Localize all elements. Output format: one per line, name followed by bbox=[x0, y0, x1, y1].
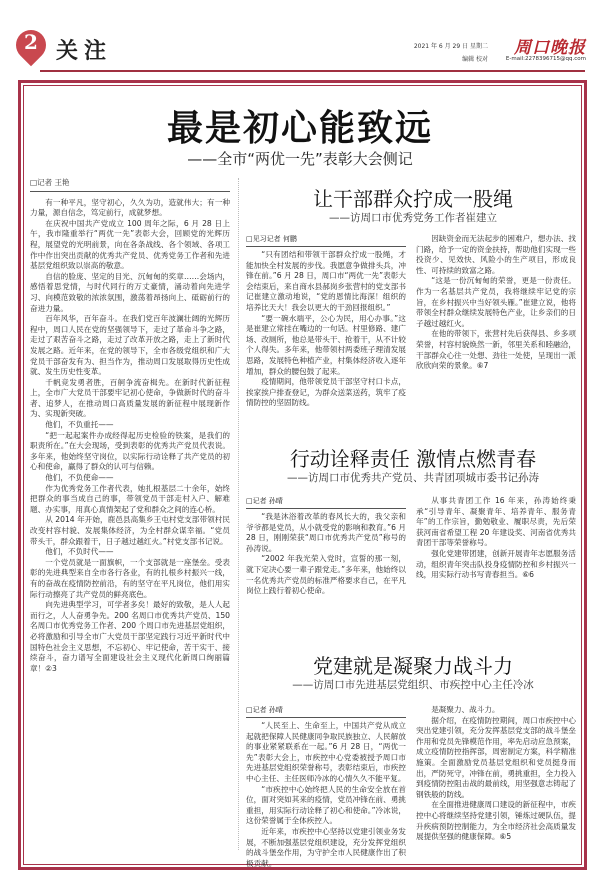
paragraph: “这是一份沉甸甸的荣誉，更是一份责任。作为一名基层共产党员，我将继续牢记党的宗旨，在乡村振兴中当好领头雁。”崔建立说，他将带领全村群众继续发展特色产业，让乡亲们的日子越过越红火。 bbox=[416, 276, 576, 328]
paragraph: 他们，不负重托—— bbox=[45, 420, 114, 430]
paragraph: “只有团结和带领干部群众拧成一股绳，才能加快全村发展的步伐。我愿意争做排头兵，冲锋在前。”6 月 28 日，周口市“两优一先”表彰大会结束后，来自商水县郝岗乡张营村的党支部书记崔建立激动地说，“党的恩情比海深！组织的培养比天大！我会以更大的干劲回报组织。” bbox=[246, 250, 406, 312]
paragraph: “市疾控中心始终把人民的生命安全放在首位，面对突如其来的疫情，党员冲锋在前、勇挑重担，用实际行动诠释了初心和使命。”冷冰说，这份荣誉属于全体疾控人。 bbox=[246, 784, 406, 826]
paragraph: “我是沐浴着改革的春风长大的，我父亲和爷爷都是党员，从小就受党的影响和教育。”6 月 28 日，刚刚荣获“周口市优秀共产党员”称号的孙涛说。 bbox=[246, 512, 406, 553]
paragraph: 有一种平凡，坚守初心，久久为功，造就伟大；有一种力量，源自信念，笃定前行，成就梦想。 bbox=[30, 197, 230, 218]
paragraph: 从事共青团工作 16 年来，孙涛始终秉承“引导青年、凝聚青年、培养青年、服务青年”的工作宗旨，勤勉敬业、履职尽责，先后荣获河南省希望工程 20 年建设奖、河南省优秀共青团干部等荣誉称号。 bbox=[416, 496, 576, 548]
paragraph: 从 2014 年开始，鹿邑县高集乡王屯村党支部带领村民改变村容村貌、发展集体经济，为全村群众谋幸福。“党员带头干，群众跟着干，日子越过越红火。”村党支部书记说。 bbox=[30, 515, 230, 546]
paragraph: 强化党建带团建，创新开展青年志愿服务活动，组织青年突击队投身疫情防控和乡村振兴一线，用实际行动书写青春担当。⑥6 bbox=[416, 548, 576, 580]
paragraph: 在庆祝中国共产党成立 100 周年之际，6 月 28 日上午，我市隆重举行“两优一先”表彰大会，回顾党的光辉历程，展望党的光明前景，向在各条战线、各个领域、各项工作中作出突出贡献的优秀共产党员、优秀党务工作者和先进基层党组织致以崇高的敬意。 bbox=[30, 218, 230, 271]
lead-article bbox=[30, 178, 230, 845]
dateline bbox=[414, 40, 488, 66]
paragraph: 近年来，市疾控中心坚持以党建引领业务发展，不断加强基层党组织建设，充分发挥党组织的战斗堡垒作用，为守护全市人民健康作出了积极贡献。 bbox=[246, 826, 406, 868]
paragraph: “把一起起案件办成经得起历史检验的铁案，是我们的职责所在。”在大会现场，受到表彰的优秀共产党员代表说。多年来，他始终坚守岗位，以实际行动诠释了共产党员的初心和使命，赢得了群众的认可与信赖。 bbox=[30, 430, 230, 472]
paragraph: 因缺资金而无法起步的困难户，想办法、找门路，给予一定的资金扶持，帮助他们实现一些投资少、见效快、风险小的生产项目，形成良性、可持续的致富之路。 bbox=[416, 234, 576, 275]
paragraph: 在全面推进健康周口建设的新征程中，市疾控中心将继续坚持党建引领，锤炼过硬队伍，提升疾病预防控制能力，为全市经济社会高质量发展提供坚强的健康保障。⑥5 bbox=[416, 800, 576, 842]
article1-subtitle: ——访周口市优秀党务工作者崔建立 bbox=[329, 212, 497, 224]
article1-col2 bbox=[416, 234, 576, 425]
article2-byline: □记者 孙晴 bbox=[246, 496, 406, 509]
main-subtitle: ——全市“两优一先”表彰大会侧记 bbox=[187, 150, 413, 168]
paragraph: 千帆竞发勇者胜，百舸争流奋楫先。在新时代新征程上，全市广大党员干部要牢记初心使命，争做新时代的奋斗者、追梦人，在推动周口高质量发展的新征程中展现新作为、实现新突破。 bbox=[30, 377, 230, 419]
column-divider bbox=[238, 178, 239, 850]
masthead-logo: 周口晚报 bbox=[514, 38, 586, 58]
article3-title: 党建就是凝聚力战斗力 bbox=[313, 654, 513, 678]
paragraph: 自信的脸庞、坚定的目光、沉甸甸的奖章……会场内，感悟着思党情，与时代同行的万丈豪情，涌动着向先进学习、向模范致敬的浓浓氛围，激荡着昂扬向上、砥砺前行的奋进力量。 bbox=[30, 271, 230, 313]
paragraph: “人民至上、生命至上，中国共产党从成立起就把保障人民健康同争取民族独立、人民解放的事业紧紧联系在一起。”6 月 28 日，“两优一先”表彰大会上，市疾控中心党委被授予周口市先进基层党组织荣誉称号，表彰结束后，市疾控中心主任、主任医师冷冰的心情久久不能平复。 bbox=[246, 721, 406, 783]
paragraph: 百年风华，百年奋斗。在我们党百年波澜壮阔的光辉历程中，周口人民在党的坚强领导下，走过了革命斗争之路，走过了艰苦奋斗之路，走过了改革开放之路，走上了新时代发展之路。近年来，在党的领导下，全市各级党组织和广大党员干部奋发有为、担当作为，推动周口发展取得历史性成就、发生历史性变革。 bbox=[30, 314, 230, 377]
paragraph: 他们，不负使命—— bbox=[45, 473, 114, 483]
article1-col1 bbox=[246, 250, 406, 420]
paragraph: “要一碗水端平，公心为民，用心办事。”这是崔建立常挂在嘴边的一句话。村里修路、建广场、改厕所，他总是带头干、抢着干，从不计较个人得失。多年来，他带领村两委班子理清发展思路，发展特色种植产业，村集体经济收入逐年增加，群众的腰包鼓了起来。 bbox=[246, 313, 406, 376]
lead-body bbox=[30, 198, 230, 675]
contact-email: E-mail:2278396715@qq.com bbox=[505, 56, 586, 62]
paragraph: 是凝聚力、战斗力。 bbox=[431, 705, 500, 714]
issue-date: 2021 年 6 月 29 日 星期二 bbox=[413, 43, 488, 50]
paragraph: 作为优秀党务工作者代表，她扎根基层二十余年，始终把群众的事当成自己的事，带领党员干部走村入户、解难题、办实事，用真心真情架起了党和群众之间的连心桥。 bbox=[30, 483, 230, 514]
section-title: 关注 bbox=[56, 38, 113, 64]
paragraph: 在他的带领下，张营村先后获得县、乡多项荣誉，村容村貌焕然一新，邻里关系和睦融洽，干部群众心往一处想、劲往一处使，呈现出一派欣欣向荣的景象。⑥7 bbox=[416, 329, 576, 371]
article2-title: 行动诠释责任 激情点燃青春 bbox=[289, 447, 537, 471]
article2-col2 bbox=[416, 496, 576, 623]
article3-subtitle: ——访周口市先进基层党组织、市疾控中心主任冷冰 bbox=[292, 679, 534, 691]
article3-byline: □记者 孙晴 bbox=[246, 705, 406, 718]
editors: 编辑 校对 bbox=[462, 56, 488, 63]
header-rule bbox=[40, 70, 585, 72]
lead-byline: □记者 王艳 bbox=[30, 178, 230, 192]
paragraph: 一个党员就是一面旗帜，一个支部就是一座堡垒。受表彰的先进典型来自全市各行各业，有的扎根乡村振兴一线，有的奋战在疫情防控前沿，有的坚守在平凡岗位，他们用实际行动擦亮了共产党员的鲜亮底色。 bbox=[30, 557, 230, 599]
article3-col1 bbox=[246, 721, 406, 868]
article2-col1 bbox=[246, 512, 406, 629]
article1-byline: □见习记者 何鹏 bbox=[246, 234, 406, 247]
paragraph: 他们，不负时代—— bbox=[45, 547, 114, 557]
paragraph: 向先进典型学习，可学者多矣！最好的致敬，是人人起而行之，人人奋勇争先。200 名周口市优秀共产党员、150 名周口市优秀党务工作者、200 个周口市先进基层党组织，必将激励和引导全市广大党员干部坚定践行习近平新时代中国特色社会主义思想，不忘初心、牢记使命，苦干实干、接续奋斗，奋力谱写全面建设社会主义现代化新周口绚丽篇章！②3 bbox=[30, 600, 230, 673]
article3-col2 bbox=[416, 705, 576, 853]
paragraph: “2002 年我光荣入党时，宣誓的那一刻，就下定决心要一辈子跟党走。”多年来，他始终以一名优秀共产党员的标准严格要求自己，在平凡岗位上践行着初心使命。 bbox=[246, 554, 406, 596]
paragraph: 疫情期间，他带领党员干部坚守村口卡点，挨家挨户排查登记，为群众送菜送药，筑牢了疫情防控的坚固防线。 bbox=[246, 377, 406, 408]
article2-subtitle: ——访周口市优秀共产党员、共青团项城市委书记孙涛 bbox=[287, 472, 539, 484]
article1-title: 让干部群众拧成一股绳 bbox=[313, 187, 513, 211]
page-number: 2 bbox=[24, 30, 38, 54]
paragraph: 据介绍，在疫情防控期间，周口市疾控中心突出党建引领，充分发挥基层党支部的战斗堡垒作用和党员先锋模范作用，率先启动应急预案，成立疫情防控指挥部，周密制定方案，科学精准施策。全面激励党员基层党组织和党员挺身而出，严防死守，冲锋在前，勇挑重担，全力投入到疫情防控阻击战的最前线，用坚强意志铸起了钢铁般的防线。 bbox=[416, 715, 576, 799]
main-title: 最是初心能致远 bbox=[166, 107, 433, 149]
